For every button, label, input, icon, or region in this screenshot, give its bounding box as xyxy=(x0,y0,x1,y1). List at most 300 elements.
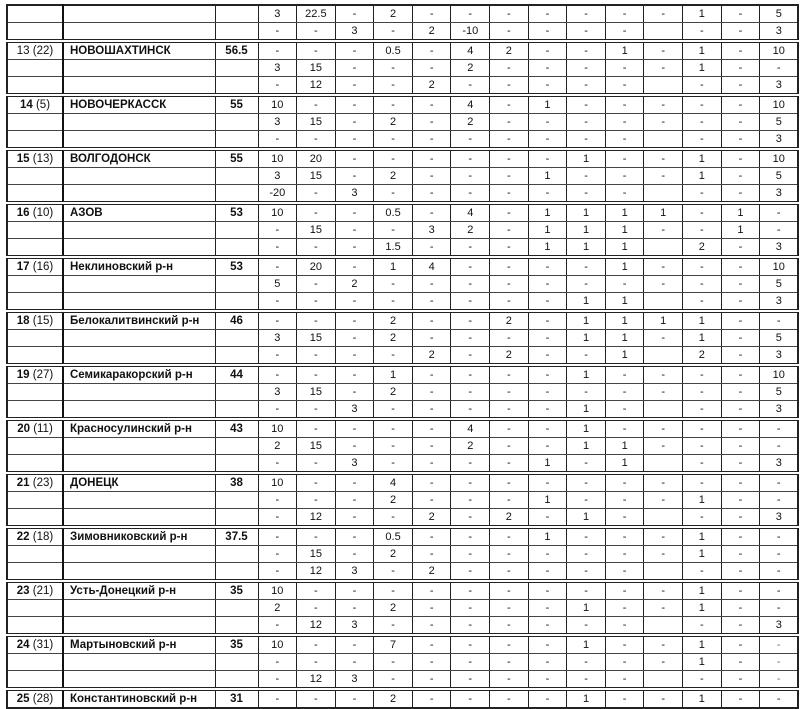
score-cell: - xyxy=(644,600,683,617)
score-cell: 2 xyxy=(490,509,529,528)
score-cell: 10 xyxy=(760,95,799,114)
score-cell: - xyxy=(760,527,799,546)
total-score: 31 xyxy=(215,689,258,708)
rank-cell xyxy=(7,276,63,293)
score-cell: 2 xyxy=(412,509,451,528)
score-cell: - xyxy=(451,5,490,23)
score-cell: - xyxy=(335,527,374,546)
group-sub-row xyxy=(7,60,798,77)
score-cell: - xyxy=(721,276,760,293)
score-cell: - xyxy=(451,185,490,204)
score-cell: - xyxy=(721,347,760,366)
total-score xyxy=(215,455,258,474)
score-cell: - xyxy=(412,581,451,600)
territory-name xyxy=(63,276,215,293)
territory-name: НОВОЧЕРКАССК xyxy=(63,95,215,114)
score-cell: - xyxy=(644,384,683,401)
score-cell: - xyxy=(258,617,297,636)
score-cell: - xyxy=(412,203,451,222)
rank-cell xyxy=(7,95,63,114)
score-cell: - xyxy=(683,671,722,690)
score-cell: 1 xyxy=(567,689,606,708)
total-score xyxy=(215,546,258,563)
score-cell: - xyxy=(721,330,760,347)
score-cell: - xyxy=(297,527,336,546)
rank-number: 16 xyxy=(16,207,30,219)
score-cell xyxy=(644,401,683,420)
rank-cell xyxy=(7,149,63,168)
rank-cell xyxy=(7,77,63,96)
territory-name xyxy=(63,185,215,204)
group-sub-row xyxy=(7,185,798,204)
score-cell: 1 xyxy=(683,600,722,617)
score-cell: 2 xyxy=(374,168,413,185)
score-cell: - xyxy=(721,23,760,42)
score-cell: 1 xyxy=(528,239,567,258)
total-score xyxy=(215,222,258,239)
score-cell: - xyxy=(567,257,606,276)
score-cell: 10 xyxy=(258,581,297,600)
total-score xyxy=(215,401,258,420)
score-cell xyxy=(644,23,683,42)
total-score: 44 xyxy=(215,365,258,384)
score-cell: - xyxy=(297,600,336,617)
score-cell: - xyxy=(258,492,297,509)
score-cell: - xyxy=(567,168,606,185)
score-cell: - xyxy=(490,384,529,401)
group-sub-row xyxy=(7,222,798,239)
score-cell: - xyxy=(644,689,683,708)
score-cell: 1 xyxy=(567,419,606,438)
score-cell: - xyxy=(451,149,490,168)
score-cell: - xyxy=(490,222,529,239)
score-cell: - xyxy=(721,131,760,150)
score-cell: - xyxy=(760,60,799,77)
score-cell: - xyxy=(528,654,567,671)
rank-cell xyxy=(7,546,63,563)
score-cell: 3 xyxy=(335,455,374,474)
score-cell: - xyxy=(297,203,336,222)
score-cell: - xyxy=(490,5,529,23)
score-cell: - xyxy=(605,563,644,582)
score-cell: 2 xyxy=(412,347,451,366)
score-cell: - xyxy=(567,492,606,509)
score-cell: - xyxy=(605,492,644,509)
score-cell: - xyxy=(528,41,567,60)
score-cell: - xyxy=(644,114,683,131)
score-cell: - xyxy=(721,149,760,168)
total-score: 53 xyxy=(215,203,258,222)
score-cell: - xyxy=(721,365,760,384)
score-cell: - xyxy=(258,401,297,420)
score-cell: - xyxy=(297,581,336,600)
score-cell: 2 xyxy=(451,222,490,239)
score-cell: - xyxy=(644,492,683,509)
score-cell: 1 xyxy=(528,492,567,509)
score-cell: - xyxy=(258,23,297,42)
score-cell: - xyxy=(683,455,722,474)
score-cell xyxy=(644,617,683,636)
previous-rank: (21) xyxy=(32,585,54,597)
rank-cell xyxy=(7,222,63,239)
score-cell: 3 xyxy=(760,185,799,204)
score-cell: - xyxy=(721,77,760,96)
previous-rank: (15) xyxy=(32,315,54,327)
score-cell: - xyxy=(605,671,644,690)
score-cell: - xyxy=(490,239,529,258)
group-main-row xyxy=(7,41,798,60)
score-cell: - xyxy=(528,401,567,420)
score-cell: - xyxy=(683,384,722,401)
score-cell: - xyxy=(721,527,760,546)
score-cell: - xyxy=(605,384,644,401)
territory-name xyxy=(63,455,215,474)
score-cell: - xyxy=(412,473,451,492)
rank-cell xyxy=(7,438,63,455)
rank-cell xyxy=(7,384,63,401)
score-cell: - xyxy=(721,114,760,131)
rank-number: 18 xyxy=(16,315,30,327)
score-cell: - xyxy=(412,330,451,347)
score-cell: - xyxy=(644,149,683,168)
total-score xyxy=(215,347,258,366)
score-cell: 15 xyxy=(297,60,336,77)
score-cell: - xyxy=(412,384,451,401)
territory-name xyxy=(63,384,215,401)
previous-rank: (5) xyxy=(35,99,51,111)
score-cell: - xyxy=(412,5,451,23)
group-sub-row xyxy=(7,563,798,582)
total-score xyxy=(215,5,258,23)
score-cell: 1 xyxy=(528,95,567,114)
score-cell: 15 xyxy=(297,222,336,239)
score-cell: - xyxy=(451,330,490,347)
score-cell: 12 xyxy=(297,77,336,96)
score-cell: - xyxy=(683,222,722,239)
score-cell: - xyxy=(605,276,644,293)
score-cell: - xyxy=(412,527,451,546)
total-score xyxy=(215,168,258,185)
score-cell: - xyxy=(528,581,567,600)
group-sub-row xyxy=(7,293,798,312)
score-cell: - xyxy=(335,330,374,347)
score-cell: - xyxy=(644,365,683,384)
group-sub-row xyxy=(7,617,798,636)
score-cell: 2 xyxy=(412,77,451,96)
score-cell xyxy=(644,293,683,312)
score-cell: 1 xyxy=(683,149,722,168)
group-main-row xyxy=(7,5,798,23)
group-sub-row xyxy=(7,330,798,347)
score-cell: - xyxy=(374,455,413,474)
score-cell: - xyxy=(412,617,451,636)
score-cell: - xyxy=(567,347,606,366)
score-cell: - xyxy=(490,492,529,509)
rating-table-body xyxy=(7,5,798,708)
score-cell: - xyxy=(490,581,529,600)
score-cell: - xyxy=(528,60,567,77)
score-cell: 10 xyxy=(258,419,297,438)
score-cell: - xyxy=(412,365,451,384)
score-cell: - xyxy=(490,654,529,671)
score-cell: - xyxy=(605,581,644,600)
score-cell: 3 xyxy=(760,293,799,312)
score-cell: - xyxy=(374,149,413,168)
rank-cell xyxy=(7,41,63,60)
group-main-row xyxy=(7,635,798,654)
total-score xyxy=(215,276,258,293)
score-cell: - xyxy=(258,293,297,312)
score-cell: - xyxy=(374,95,413,114)
group-main-row xyxy=(7,689,798,708)
score-cell: - xyxy=(297,635,336,654)
score-cell: - xyxy=(335,365,374,384)
score-cell: 3 xyxy=(760,347,799,366)
score-cell: - xyxy=(683,276,722,293)
score-cell: 10 xyxy=(760,257,799,276)
score-cell: - xyxy=(528,185,567,204)
score-cell: - xyxy=(451,239,490,258)
score-cell: 3 xyxy=(335,563,374,582)
score-cell: - xyxy=(721,600,760,617)
score-cell: - xyxy=(412,600,451,617)
score-cell: - xyxy=(760,600,799,617)
score-cell: 22.5 xyxy=(297,5,336,23)
score-cell: - xyxy=(412,293,451,312)
score-cell: 15 xyxy=(297,330,336,347)
score-cell: - xyxy=(451,276,490,293)
group-main-row xyxy=(7,527,798,546)
score-cell: - xyxy=(258,239,297,258)
score-cell: 2 xyxy=(451,438,490,455)
score-cell: - xyxy=(490,257,529,276)
territory-name: Мартыновский р-н xyxy=(63,635,215,654)
score-cell: - xyxy=(258,41,297,60)
score-cell: - xyxy=(374,401,413,420)
score-cell: - xyxy=(567,41,606,60)
score-cell: - xyxy=(335,438,374,455)
score-cell: - xyxy=(490,546,529,563)
score-cell: - xyxy=(451,492,490,509)
score-cell: - xyxy=(567,527,606,546)
score-cell: - xyxy=(412,41,451,60)
score-cell: 3 xyxy=(760,131,799,150)
score-cell: 3 xyxy=(760,455,799,474)
score-cell: - xyxy=(644,654,683,671)
rank-cell xyxy=(7,473,63,492)
score-cell xyxy=(644,77,683,96)
group-main-row xyxy=(7,257,798,276)
score-cell: - xyxy=(297,689,336,708)
total-score xyxy=(215,600,258,617)
score-cell: - xyxy=(451,384,490,401)
score-cell: - xyxy=(528,617,567,636)
score-cell: - xyxy=(297,276,336,293)
territory-name xyxy=(63,5,215,23)
score-cell: 10 xyxy=(258,95,297,114)
score-cell: - xyxy=(412,671,451,690)
score-cell: - xyxy=(490,293,529,312)
score-cell: - xyxy=(490,168,529,185)
score-cell: - xyxy=(490,185,529,204)
score-cell: - xyxy=(721,473,760,492)
score-cell: - xyxy=(335,689,374,708)
score-cell: - xyxy=(258,509,297,528)
score-cell: 0.5 xyxy=(374,527,413,546)
score-cell: 1 xyxy=(567,600,606,617)
score-cell: - xyxy=(760,438,799,455)
territory-name: Константиновский р-н xyxy=(63,689,215,708)
rank-cell xyxy=(7,203,63,222)
score-cell: - xyxy=(605,168,644,185)
score-cell: 10 xyxy=(760,365,799,384)
score-cell: 15 xyxy=(297,384,336,401)
score-cell: - xyxy=(412,654,451,671)
territory-name xyxy=(63,330,215,347)
rank-number: 14 xyxy=(19,99,33,111)
previous-rank: (28) xyxy=(32,693,54,705)
score-cell xyxy=(644,347,683,366)
score-cell: - xyxy=(335,257,374,276)
score-cell: - xyxy=(760,689,799,708)
score-cell: - xyxy=(567,473,606,492)
score-cell: - xyxy=(721,311,760,330)
score-cell: - xyxy=(760,563,799,582)
territory-name: АЗОВ xyxy=(63,203,215,222)
score-cell: - xyxy=(374,276,413,293)
rank-cell xyxy=(7,419,63,438)
score-cell: - xyxy=(683,185,722,204)
score-cell: - xyxy=(374,509,413,528)
group-sub-row xyxy=(7,276,798,293)
territory-name xyxy=(63,492,215,509)
score-cell xyxy=(644,239,683,258)
score-cell: 3 xyxy=(335,185,374,204)
score-cell: - xyxy=(683,95,722,114)
score-cell: - xyxy=(297,365,336,384)
rank-cell xyxy=(7,455,63,474)
score-cell: - xyxy=(683,419,722,438)
score-cell: 3 xyxy=(258,330,297,347)
score-cell: - xyxy=(683,617,722,636)
score-cell: - xyxy=(605,509,644,528)
score-cell: 1 xyxy=(567,635,606,654)
score-cell: - xyxy=(721,257,760,276)
group-main-row xyxy=(7,149,798,168)
score-cell: 2 xyxy=(374,384,413,401)
total-score: 55 xyxy=(215,95,258,114)
total-score xyxy=(215,77,258,96)
score-cell: -10 xyxy=(451,23,490,42)
group-main-row xyxy=(7,473,798,492)
score-cell: - xyxy=(374,654,413,671)
score-cell: 2 xyxy=(335,276,374,293)
score-cell: - xyxy=(451,77,490,96)
territory-name xyxy=(63,60,215,77)
rank-cell xyxy=(7,509,63,528)
score-cell: - xyxy=(605,419,644,438)
score-cell: - xyxy=(374,347,413,366)
score-cell: 2 xyxy=(490,347,529,366)
score-cell: - xyxy=(721,492,760,509)
rank-number: 24 xyxy=(16,639,30,651)
territory-name xyxy=(63,293,215,312)
score-cell: 1 xyxy=(605,222,644,239)
group-sub-row xyxy=(7,23,798,42)
territory-name: Красносулинский р-н xyxy=(63,419,215,438)
score-cell: - xyxy=(335,311,374,330)
score-cell: - xyxy=(721,168,760,185)
score-cell: 2 xyxy=(374,492,413,509)
group-sub-row xyxy=(7,401,798,420)
score-cell: - xyxy=(258,77,297,96)
total-score xyxy=(215,384,258,401)
score-cell: - xyxy=(567,671,606,690)
score-cell: - xyxy=(760,635,799,654)
rank-cell xyxy=(7,5,63,23)
total-score xyxy=(215,492,258,509)
score-cell: 15 xyxy=(297,546,336,563)
score-cell: - xyxy=(605,617,644,636)
rank-cell xyxy=(7,185,63,204)
score-cell: - xyxy=(490,77,529,96)
score-cell: - xyxy=(567,276,606,293)
rank-cell xyxy=(7,311,63,330)
score-cell: 2 xyxy=(412,563,451,582)
score-cell: - xyxy=(335,384,374,401)
territory-name xyxy=(63,563,215,582)
score-cell: 3 xyxy=(335,671,374,690)
score-cell: - xyxy=(374,419,413,438)
score-cell: - xyxy=(490,114,529,131)
score-cell: - xyxy=(490,60,529,77)
score-cell: 10 xyxy=(760,149,799,168)
score-cell: 1 xyxy=(567,365,606,384)
score-cell: - xyxy=(412,438,451,455)
score-cell: - xyxy=(374,293,413,312)
score-cell: 1 xyxy=(721,222,760,239)
score-cell: - xyxy=(528,330,567,347)
score-cell: 2 xyxy=(374,600,413,617)
score-cell: - xyxy=(451,365,490,384)
territory-name xyxy=(63,600,215,617)
score-cell: - xyxy=(644,95,683,114)
group-sub-row xyxy=(7,239,798,258)
rank-cell xyxy=(7,492,63,509)
score-cell: 1 xyxy=(605,239,644,258)
previous-rank: (16) xyxy=(32,261,54,273)
score-cell: - xyxy=(412,401,451,420)
score-cell: - xyxy=(605,654,644,671)
score-cell: 3 xyxy=(412,222,451,239)
score-cell: - xyxy=(605,473,644,492)
score-cell: - xyxy=(528,131,567,150)
score-cell: - xyxy=(605,635,644,654)
score-cell: - xyxy=(490,473,529,492)
score-cell: 15 xyxy=(297,168,336,185)
score-cell: - xyxy=(490,419,529,438)
score-cell: - xyxy=(451,311,490,330)
score-cell: - xyxy=(528,689,567,708)
score-cell: - xyxy=(721,239,760,258)
score-cell: - xyxy=(412,131,451,150)
score-cell: 1 xyxy=(605,330,644,347)
rank-cell xyxy=(7,671,63,690)
territory-name xyxy=(63,654,215,671)
score-cell: 5 xyxy=(760,384,799,401)
score-cell: - xyxy=(451,257,490,276)
score-cell: - xyxy=(567,5,606,23)
